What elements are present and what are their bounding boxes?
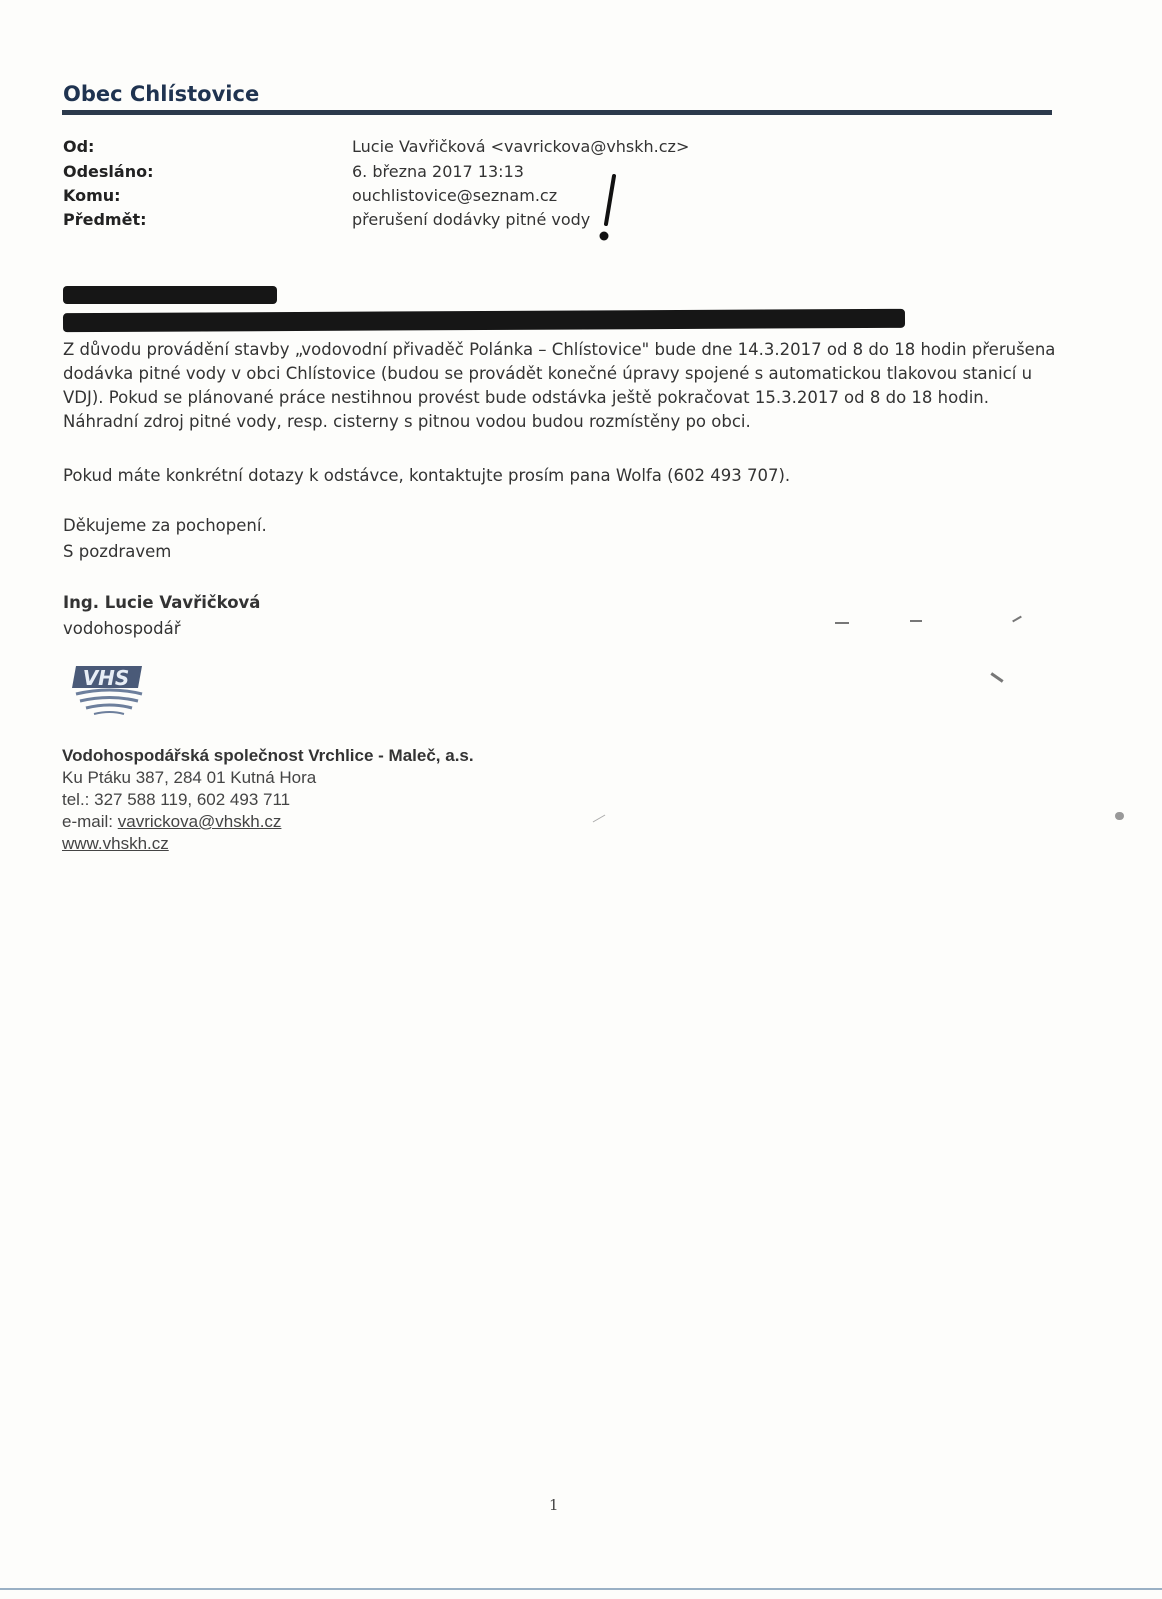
closing-regards: S pozdravem — [63, 542, 172, 561]
handwritten-exclamation-icon — [598, 174, 622, 244]
logo-text: VHS — [82, 666, 130, 690]
subject-value: přerušení dodávky pitné vody — [352, 210, 591, 229]
scan-speck — [910, 620, 922, 622]
company-phone: tel.: 327 588 119, 602 493 711 — [62, 790, 291, 809]
subject-label: Předmět: — [63, 210, 147, 229]
scan-speck — [1115, 812, 1124, 820]
sent-value: 6. března 2017 13:13 — [352, 162, 524, 181]
email-label: e-mail: — [62, 812, 118, 831]
vhs-logo-icon — [72, 660, 148, 718]
body-paragraph-2: Pokud máte konkrétní dotazy k odstávce, kontaktujte prosím pana Wolfa (602 493 707). — [63, 466, 791, 485]
body-paragraph-1: Z důvodu provádění stavby „vodovodní přivaděč Polánka – Chlístovice" bude dne 14.3.2017 od 8 do 18 hodin přerušena dodávka pitné vody v obci Chlístovice (budou se provádět konečné úpravy spojené s automatickou tlakovou stanicí u VDJ). Pokud se plánované práce nestihnou provést bude odstávka ještě pokračovat 15.3.2017 od 8 do 18 hodin. Náhradní zdroj pitné vody, resp. cisterny s pitnou vodou budou rozmístěny po obci. — [63, 340, 1056, 431]
scan-speck — [835, 622, 849, 624]
company-email-line — [62, 811, 474, 833]
signature-role: vodohospodář — [63, 619, 181, 638]
company-name: Vodohospodářská společnost Vrchlice - Maleč, a.s. — [62, 746, 474, 765]
page-number: 1 — [549, 1496, 559, 1514]
scan-speck — [990, 672, 1003, 682]
scan-edge-line — [0, 1588, 1162, 1590]
redacted-line-1 — [63, 286, 277, 304]
header-divider — [62, 110, 1052, 115]
to-label: Komu: — [63, 186, 121, 205]
company-contact-block — [62, 745, 474, 855]
redacted-line-2 — [63, 309, 905, 332]
closing-thanks: Děkujeme za pochopení. — [63, 516, 267, 535]
email-link[interactable]: vavrickova@vhskh.cz — [117, 812, 282, 831]
from-label: Od: — [63, 137, 95, 156]
website-link[interactable]: www.vhskh.cz — [62, 834, 169, 853]
to-value: ouchlistovice@seznam.cz — [352, 186, 558, 205]
company-address: Ku Ptáku 387, 284 01 Kutná Hora — [62, 768, 317, 787]
signature-name: Ing. Lucie Vavřičková — [63, 593, 261, 612]
scan-speck — [593, 815, 606, 823]
from-value: Lucie Vavřičková <vavrickova@vhskh.cz> — [352, 137, 690, 156]
sent-label: Odesláno: — [63, 162, 154, 181]
page-title: Obec Chlístovice — [63, 82, 260, 106]
